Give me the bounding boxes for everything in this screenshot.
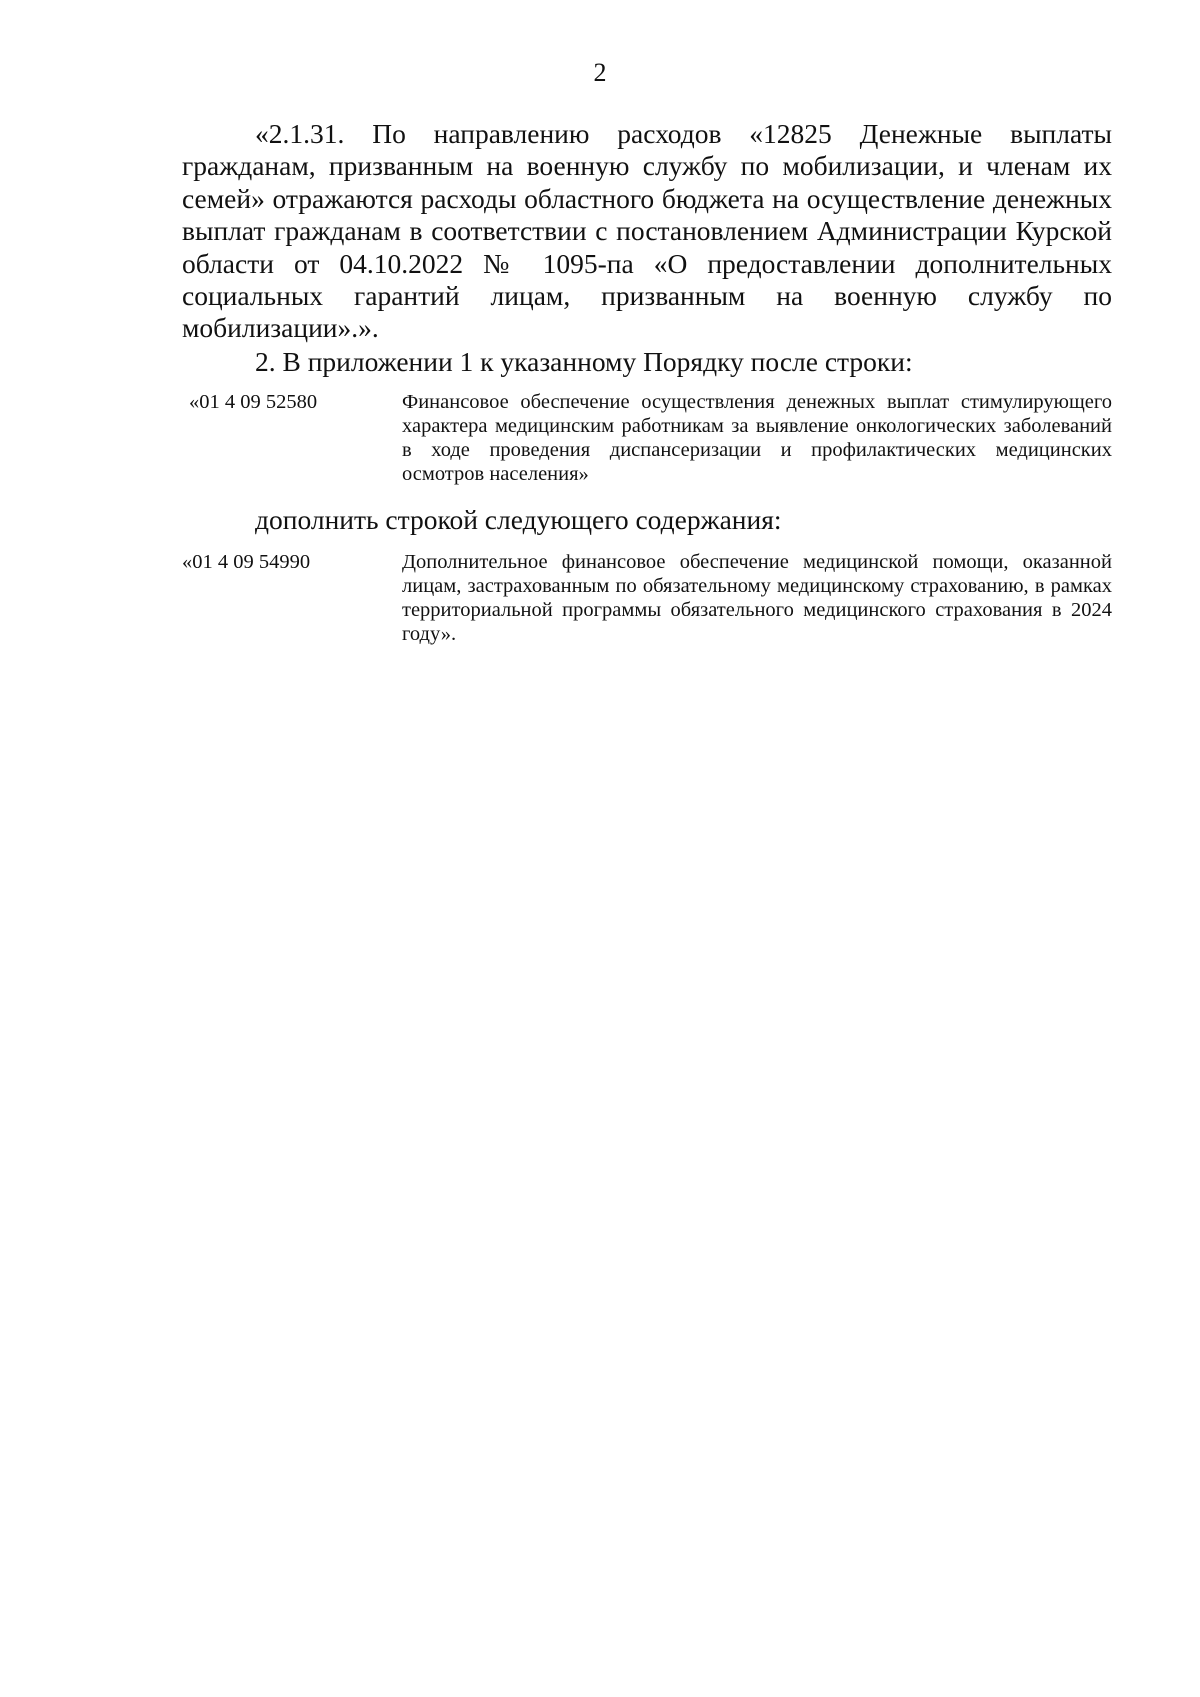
- page-number: 2: [593, 58, 607, 87]
- budget-code: «01 4 09 52580: [189, 391, 318, 413]
- budget-code-description: Дополнительное финансовое обеспечение медицинской помощи, оказанной лицам, застрахованным по обязательному медицинскому страхованию, в рамках территориальной программы обязательного медицинского страхования в 2024 году».: [402, 551, 1112, 645]
- budget-code-description: Финансовое обеспечение осуществления денежных выплат стимулирующего характера медицинским работникам за выявление онкологических заболеваний в ходе проведения диспансеризации и профилактических медицинских осмотров населения»: [402, 391, 1112, 485]
- budget-code-row-new: [182, 550, 1112, 646]
- paragraph-item-2: 2. В приложении 1 к указанному Порядку после строки:: [255, 346, 913, 377]
- paragraph-clause-2-1-31: «2.1.31. По направлению расходов «12825 Денежные выплаты гражданам, призванным на военную службу по мобилизации, и членам их семей» отражаются расходы областного бюджета на осуществление денежных выплат гражданам в соответствии с постановлением Администрации Курской области от 04.10.2022 № 1095-па «О предоставлении дополнительных социальных гарантий лицам, призванным на военную службу по мобилизации».».: [182, 118, 1112, 344]
- budget-code-row-existing: [182, 390, 1112, 486]
- budget-code: «01 4 09 54990: [182, 551, 311, 573]
- paragraph-add-line: дополнить строкой следующего содержания:: [255, 504, 782, 535]
